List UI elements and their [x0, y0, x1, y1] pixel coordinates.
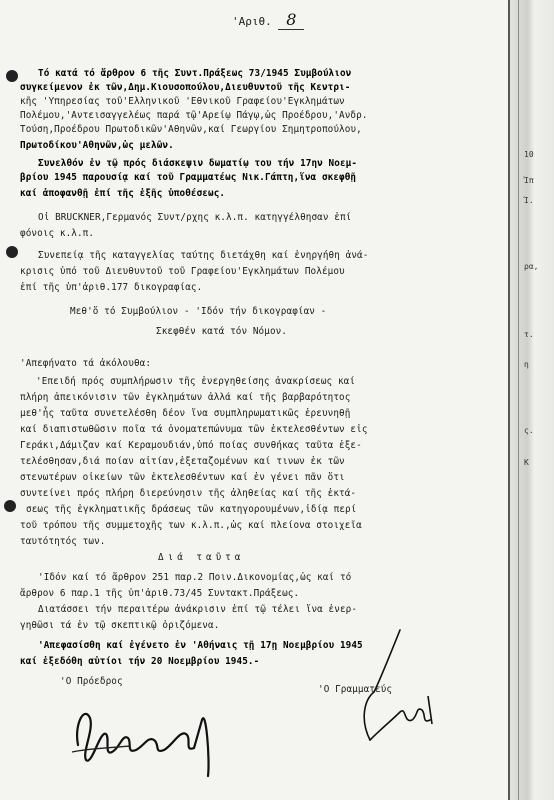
margin-fragment: η [524, 360, 529, 369]
text-line: 'Ιδόν καί τό ἄρθρον 251 παρ.2 Ποιν.Δικονομίας,ὡς καί τό [38, 572, 352, 583]
text-line: ταυτότητός των. [20, 536, 106, 547]
text-line: ἄρθρον 6 παρ.1 τῆς ὑπ'ἀριθ.73/45 Συντακτ.Πράξεως. [20, 588, 300, 599]
text-line: ἐπί τῆς ὑπ'ἀριθ.177 δικογραφίας. [20, 282, 203, 293]
text-line: γηθῶσι τά ἐν τῷ σκεπτικῷ ὁριζόμενα. [20, 620, 220, 631]
text-line: καί ἐξεδόθη αὐτίοι τήν 20 Νοεμβρίου 1945.- [20, 656, 260, 667]
president-signature [70, 690, 240, 780]
text-line: 'Απεφήνατο τά ἀκόλουθα: [20, 358, 152, 369]
text-line: μεθ'ἧς ταῦτα συνετελέσθη δέον ἵνα συμπληρωματικῶς ἐρευνηθῇ [20, 408, 351, 419]
reference-value: 8 [278, 10, 304, 30]
text-line: στενωτέρων οἰκείων τῶν ἐκτελεσθέντων καί ἐν γένει πᾶν ὅτι [20, 472, 345, 483]
margin-fragment: Ἰπ [524, 176, 534, 185]
text-line: Γεράκι,Δάμιζαν καί Κεραμουδιάν,ὑπό ποίας συνθήκας ταῦτα ἐξε- [20, 440, 362, 451]
margin-fragment: ρα, [524, 262, 539, 271]
text-line: καί ἀποφανθῇ ἐπί τῆς ἑξῆς ὑποθέσεως. [20, 188, 226, 199]
text-line: Τό κατά τό ἄρθρον 6 τῆς Συντ.Πράξεως 73/1945 Συμβούλιον [38, 68, 352, 79]
text-line: βρίου 1945 παρουσίᾳ καί τοῦ Γραμματέως Νικ.Γάπτη,ἵνα σκεφθῇ [20, 172, 357, 183]
margin-fragment: Κ [524, 458, 529, 467]
text-line: Οἱ BRUCKNER,Γερμανός Συντ/ρχης κ.λ.π. κατηγγέλθησαν ἐπί [38, 212, 352, 223]
text-line: πλήρη ἀπεικόνισιν τῶν ἐγκλημάτων ἀλλά καί τῆς βαρβαρότητος [20, 392, 351, 403]
margin-fragment: ς. [524, 426, 534, 435]
text-line: κρισις ὑπό τοῦ Διευθυντοῦ τοῦ Γραφείου'Εγκλημάτων Πολέμου [20, 266, 345, 277]
adjacent-page-edge [508, 0, 554, 800]
text-line: Διατάσσει τήν περαιτέρω ἀνάκρισιν ἐπί τῷ τέλει ἵνα ἐνερ- [38, 604, 358, 615]
text-line: Πρωτοδίκου'Αθηνῶν,ὡς μελῶν. [20, 140, 174, 151]
punch-hole [6, 246, 18, 258]
secretary-label: 'Ο Γραμματεύς [318, 684, 393, 695]
punch-hole [4, 500, 16, 512]
text-line: Πολέμου,'Αντεισαγγελέως παρά τῷ'Αρείῳ Πάγῳ,ὡς Προέδρου,'Ανδρ. [20, 110, 368, 121]
president-label: 'Ο Πρόεδρος [60, 676, 123, 687]
margin-fragment: 10 [524, 150, 534, 159]
text-line: συντείνει πρός πλήρη διερεύνησιν τῆς ἀληθείας καί τῆς ἐκτά- [20, 488, 357, 499]
text-line: 'Απεφασίσθη καί ἐγένετο ἐν 'Αθήναις τῇ 17ῃ Νοεμβρίου 1945 [38, 640, 363, 651]
text-line: σεως τῆς ἐγκληματικῆς δράσεως τῶν κατηγορουμένων,ἰδίᾳ περί [26, 504, 357, 515]
text-line: Μεθ'ὅ τό Συμβούλιον - 'Ιδόν τήν δικογραφίαν - [70, 306, 327, 317]
text-line: Τούση,Προέδρου Πρωτοδικῶν'Αθηνῶν,καί Γεωργίου Σημητροπούλου, [20, 124, 362, 135]
punch-hole [6, 70, 18, 82]
secretary-signature [330, 620, 450, 760]
text-line: Συνεπείᾳ τῆς καταγγελίας ταύτης διετάχθη καί ἐνηργήθη ἀνά- [38, 250, 369, 261]
text-line: τελέσθησαν,διά ποίαν αἰτίαν,ἐξεταζομένων καί τινων ἐκ τῶν [20, 456, 345, 467]
text-line: τοῦ τρόπου τῆς συμμετοχῆς των κ.λ.π.,ὡς καί πλείονα στοιχεῖα [20, 520, 362, 531]
section-heading: Διά ταῦτα [158, 552, 245, 563]
text-line: καί διαπιστωθῶσιν ποῖα τά ὀνοματεπώνυμα τῶν ἐκτελεσθέντων εἰς [20, 424, 368, 435]
text-line: φόνοις κ.λ.π. [20, 228, 95, 239]
text-line: Σκεφθέν κατά τόν Νόμον. [156, 326, 288, 337]
reference-number [232, 10, 304, 30]
text-line: Συνελθόν ἐν τῷ πρός διάσκεψιν δωματίῳ του τήν 17ην Νοεμ- [38, 158, 358, 169]
margin-fragment: τ. [524, 330, 534, 339]
text-line: κῆς 'Υπηρεσίας τοῦ'Ελληνικοῦ 'Εθνικοῦ Γραφείου'Εγκλημάτων [20, 96, 345, 107]
text-line: 'Επειδή πρός συμπλήρωσιν τῆς ἐνεργηθείσης ἀνακρίσεως καί [36, 376, 356, 387]
margin-fragment: Ί. [524, 196, 534, 205]
reference-label: 'Αριθ. [232, 15, 272, 28]
text-line: συγκείμενον ἐκ τῶν,Δημ.Κιουσοπούλου,Διευθυντοῦ τῆς Κεντρι- [20, 82, 351, 93]
